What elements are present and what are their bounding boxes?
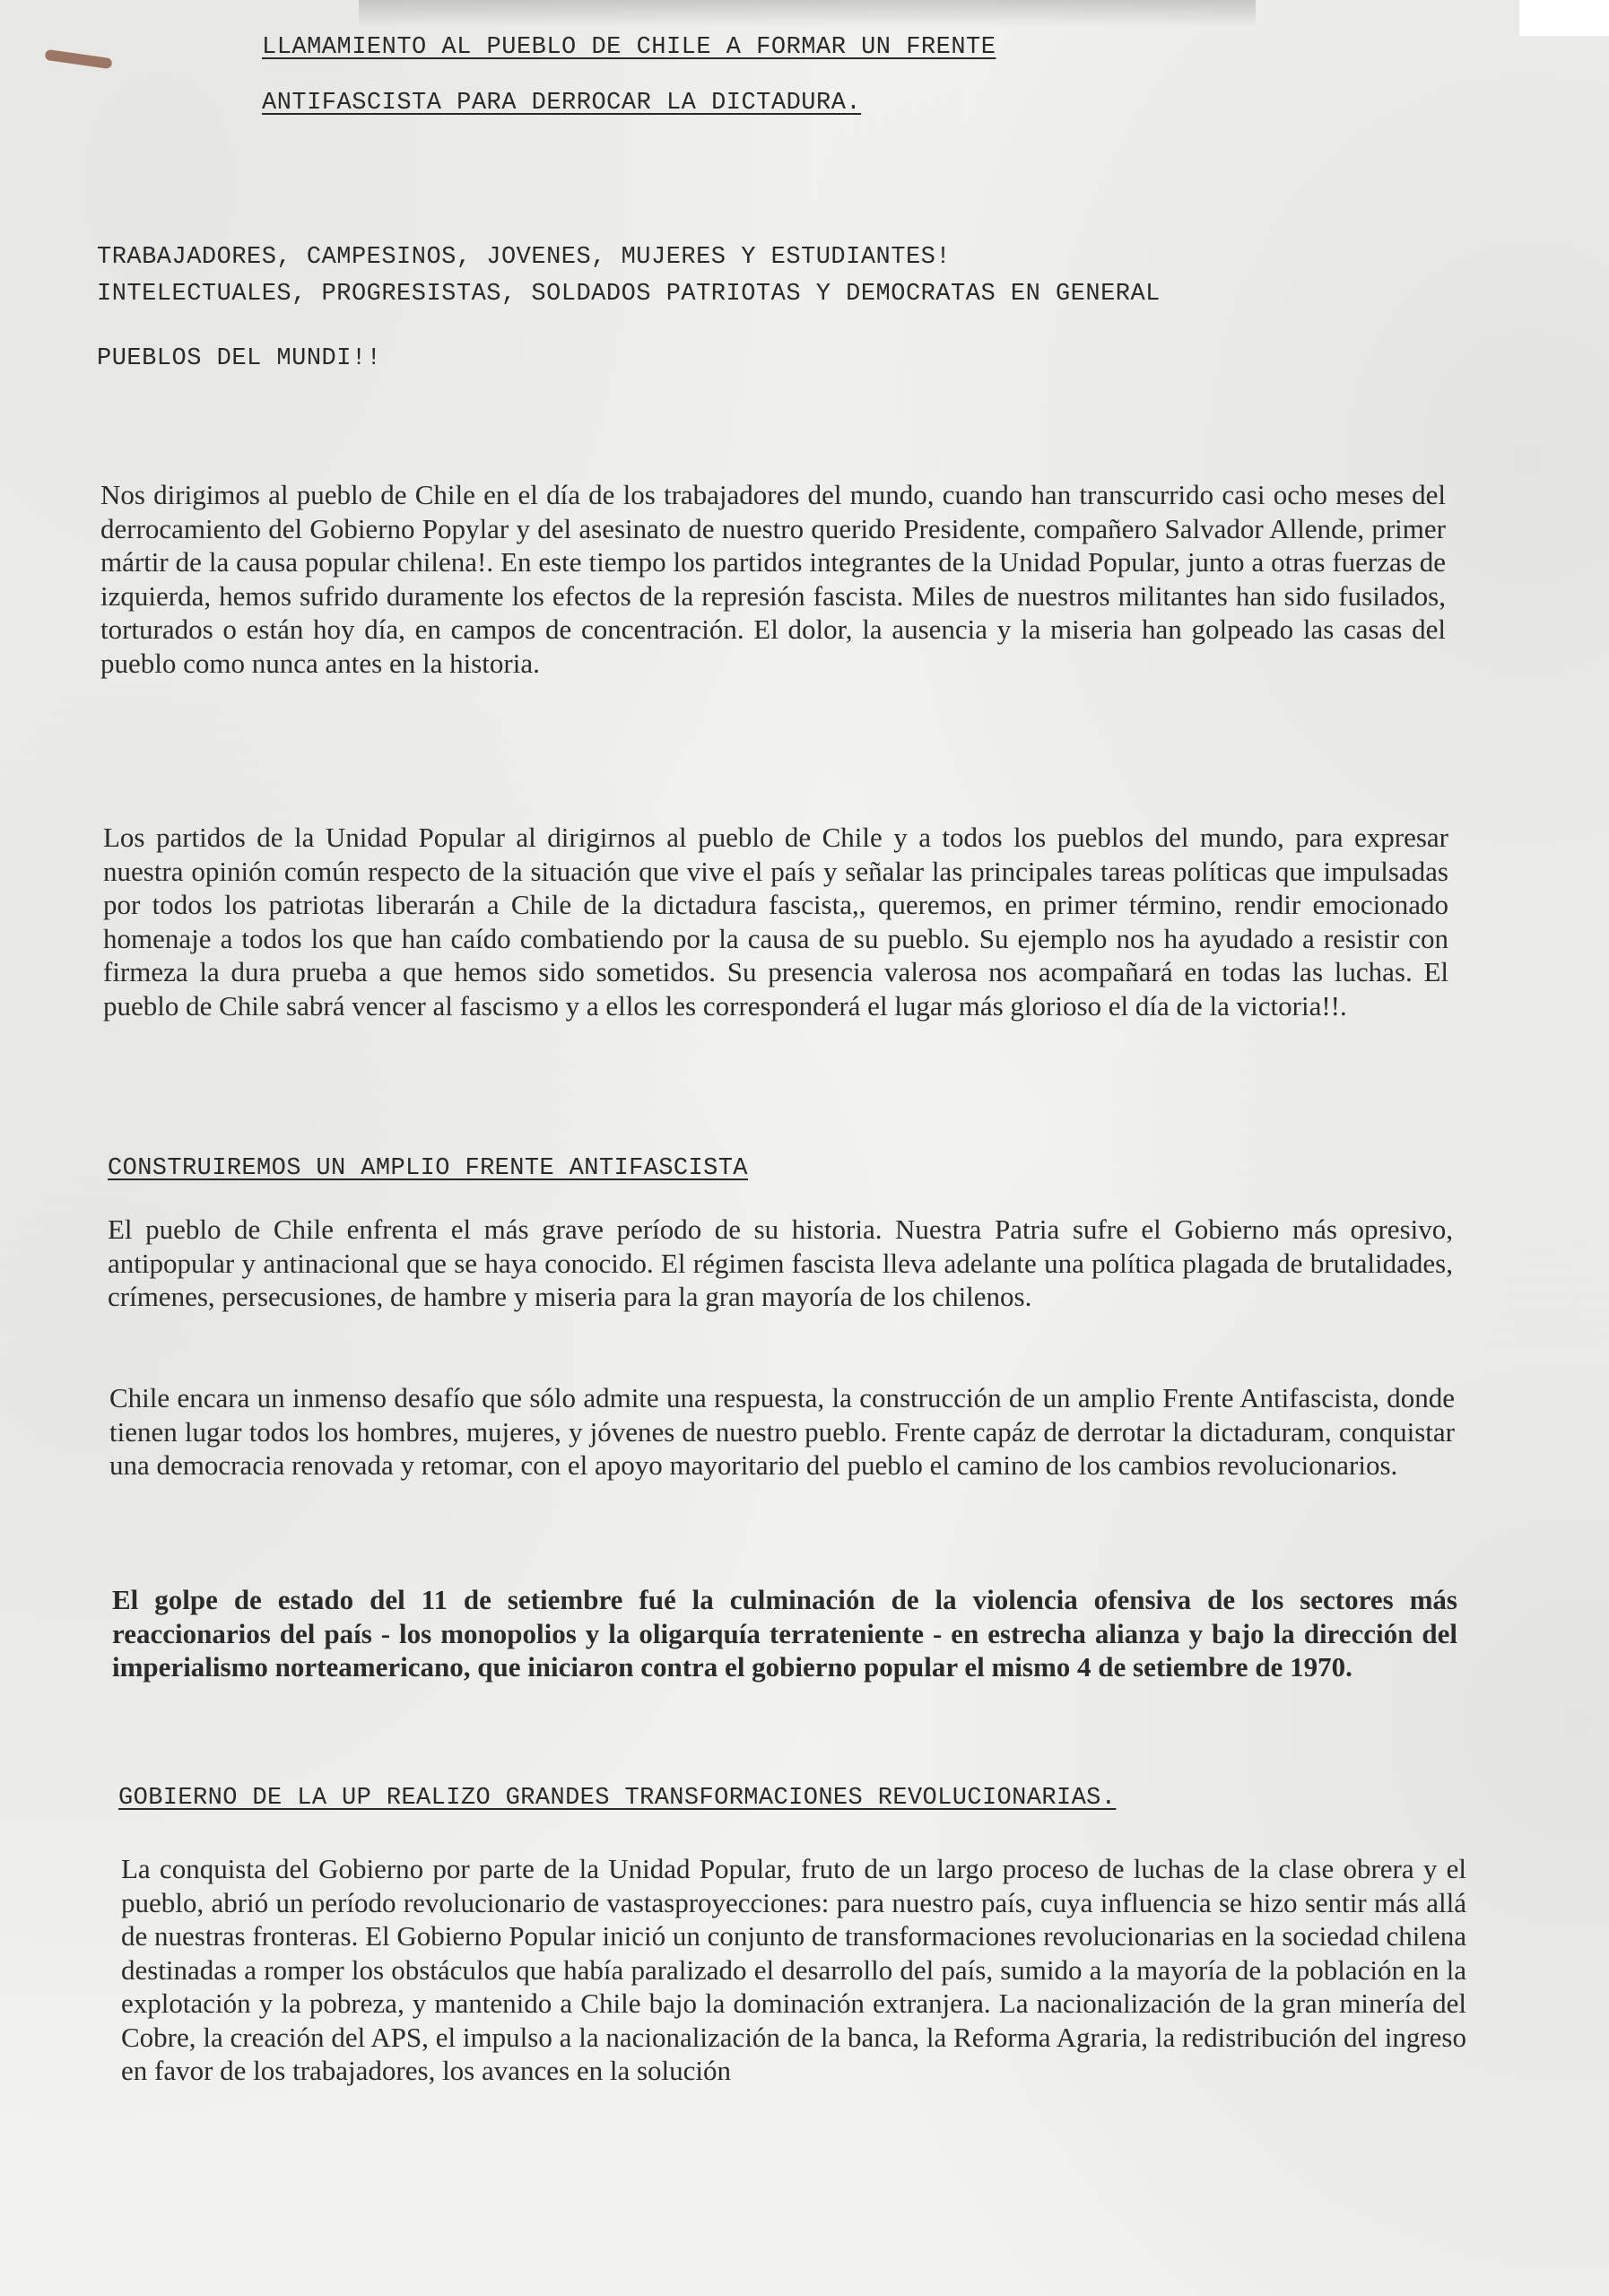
staple-mark [45,49,113,69]
salutation-line-3: PUEBLOS DEL MUNDI!! [97,345,382,372]
paragraph-1: Nos dirigimos al pueblo de Chile en el día de los trabajadores del mundo, cuando han transcurrido casi ocho meses del derrocamiento del Gobierno Popylar y del asesinato de nuestro querido Presidente, compañero Salvador Allende, primer mártir de la causa popular chilena!. En este tiempo los partidos integrantes de la Unidad Popular, junto a otras fuerzas de izquierda, hemos sufrido duramente los efectos de la represión fascista. Miles de nuestros militantes han sido fusilados, torturados o están hoy día, en campos de concentración. El dolor, la ausencia y la miseria han golpeado las casas del pueblo como nunca antes en la historia. [100,479,1446,679]
section-heading-2: GOBIERNO DE LA UP REALIZO GRANDES TRANSFORMACIONES REVOLUCIONARIAS. [118,1785,1117,1812]
document-title-line-1: LLAMAMIENTO AL PUEBLO DE CHILE A FORMAR UN FRENTE [262,34,996,61]
scan-corner [1519,0,1609,36]
scan-shadow [359,0,1256,27]
paragraph-6: La conquista del Gobierno por parte de la Unidad Popular, fruto de un largo proceso de luchas de la clase obrera y el pueblo, abrió un período revolucionario de vastasproyecciones: para nuestro país, cuya influencia se hizo sentir más allá de nuestras fronteras. El Gobierno Popular inició un conjunto de transformaciones revolucionarias en la sociedad chilena destinadas a romper los obstáculos que había paralizado el desarrollo del país, sumido a la mayoría de la población en la explotación y la pobreza, y mantenido a Chile bajo la dominación extranjera. La nacionalización de la gran minería del Cobre, la creación del APS, el impulso a la nacionalización de la banca, la Reforma Agraria, la redistribución del ingreso en favor de los trabajadores, los avances en la solución [121,1853,1466,2086]
paragraph-5: El golpe de estado del 11 de setiembre fué la culminación de la violencia ofensiva de los sectores más reaccionarios del país - los monopolios y la oligarquía terrateniente - en estrecha alianza y bajo la dirección del imperialismo norteamericano, que iniciaron contra el gobierno popular el mismo 4 de setiembre de 1970. [112,1584,1457,1683]
salutation-line-1: TRABAJADORES, CAMPESINOS, JOVENES, MUJERES Y ESTUDIANTES! [97,244,952,271]
document-title-line-2: ANTIFASCISTA PARA DERROCAR LA DICTADURA. [262,90,862,117]
paragraph-2: Los partidos de la Unidad Popular al dirigirnos al pueblo de Chile y a todos los pueblos del mundo, para expresar nuestra opinión común respecto de la situación que vive el país y señalar las principales tareas políticas que impulsadas por todos los patriotas liberarán a Chile de la dictadura fascista,, queremos, en primer término, rendir emocionado homenaje a todos los que han caído combatiendo por la causa de su pueblo. Su ejemplo nos ha ayudado a resistir con firmeza la dura prueba a que hemos sido sometidos. Su presencia valerosa nos acompañará en todas las luchas. El pueblo de Chile sabrá vencer al fascismo y a ellos les corresponderá el lugar más glorioso el día de la victoria!!. [103,822,1448,1022]
section-heading-1: CONSTRUIREMOS UN AMPLIO FRENTE ANTIFASCISTA [108,1155,748,1182]
paragraph-4: Chile encara un inmenso desafío que sólo admite una respuesta, la construcción de un amplio Frente Antifascista, donde tienen lugar todos los hombres, mujeres, y jóvenes de nuestro pueblo. Frente capáz de derrotar la dictaduram, conquistar una democracia renovada y retomar, con el apoyo mayoritario del pueblo el camino de los cambios revolucionarios. [109,1382,1455,1481]
salutation-line-2: INTELECTUALES, PROGRESISTAS, SOLDADOS PATRIOTAS Y DEMOCRATAS EN GENERAL [97,281,1161,308]
paragraph-3: El pueblo de Chile enfrenta el más grave período de su historia. Nuestra Patria sufre el Gobierno más opresivo, antipopular y antinacional que se haya conocido. El régimen fascista lleva adelante una política plagada de brutalidades, crímenes, persecusiones, de hambre y miseria para la gran mayoría de los chilenos. [108,1213,1453,1312]
